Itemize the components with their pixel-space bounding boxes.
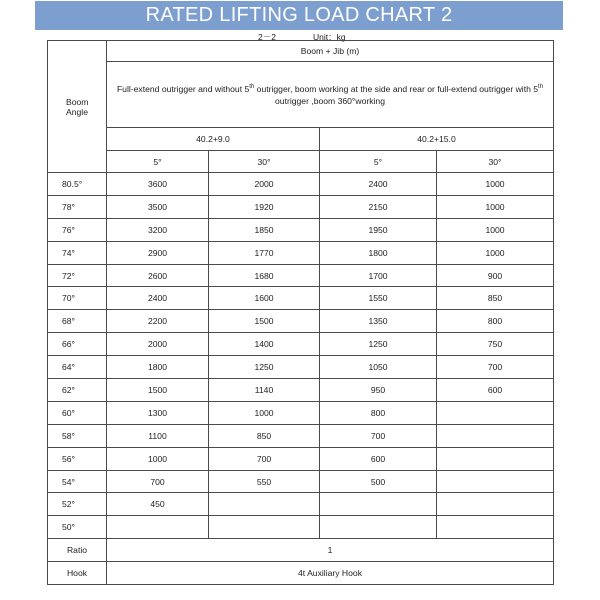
load-value-cell: 700 xyxy=(320,424,437,447)
boom-angle-cell: 74° xyxy=(48,241,107,264)
table-row xyxy=(48,516,554,539)
boom-angle-label-line2: Angle xyxy=(66,106,88,117)
hook-value: 4t Auxiliary Hook xyxy=(107,562,554,585)
boom-angle-label-line1: Boom xyxy=(66,96,89,107)
load-value-cell: 1140 xyxy=(209,379,320,402)
table-row xyxy=(48,401,554,424)
load-value-cell: 2200 xyxy=(107,310,209,333)
boom-jib-header: Boom + Jib (m) xyxy=(107,41,554,62)
load-value-cell: 450 xyxy=(107,493,209,516)
table-row xyxy=(48,470,554,493)
table-row xyxy=(48,310,554,333)
load-value-cell: 1680 xyxy=(209,264,320,287)
load-value-cell xyxy=(437,424,554,447)
boom-angle-cell: 52° xyxy=(48,493,107,516)
boom-angle-cell: 56° xyxy=(48,447,107,470)
table-row xyxy=(48,493,554,516)
load-value-cell xyxy=(107,516,209,539)
load-value-cell: 850 xyxy=(209,424,320,447)
boom-angle-cell: 64° xyxy=(48,356,107,379)
load-value-cell: 1700 xyxy=(320,264,437,287)
load-value-cell xyxy=(437,493,554,516)
load-value-cell: 1800 xyxy=(320,241,437,264)
load-value-cell: 950 xyxy=(320,379,437,402)
load-value-cell: 1950 xyxy=(320,218,437,241)
load-value-cell xyxy=(209,493,320,516)
load-value-cell xyxy=(209,516,320,539)
table-row xyxy=(48,333,554,356)
load-value-cell xyxy=(320,493,437,516)
ratio-value: 1 xyxy=(107,539,554,562)
description-part2: outrigger, boom working at the side and rear or full-extend outrigger with 5 xyxy=(254,83,539,94)
load-value-cell xyxy=(437,470,554,493)
config-header-2: 40.2+15.0 xyxy=(320,128,554,151)
chart-title-banner xyxy=(35,1,563,30)
load-value-cell: 2000 xyxy=(107,333,209,356)
table-row xyxy=(48,287,554,310)
load-value-cell: 2900 xyxy=(107,241,209,264)
table-row xyxy=(48,356,554,379)
load-value-cell: 1250 xyxy=(320,333,437,356)
load-value-cell: 3600 xyxy=(107,173,209,196)
load-value-cell: 600 xyxy=(320,447,437,470)
load-value-cell: 500 xyxy=(320,470,437,493)
load-value-cell: 2400 xyxy=(107,287,209,310)
load-value-cell: 1400 xyxy=(209,333,320,356)
jib-angle-header: 5° xyxy=(320,151,437,173)
boom-angle-cell: 78° xyxy=(48,195,107,218)
table-row xyxy=(48,195,554,218)
ratio-label: Ratio xyxy=(48,539,107,562)
load-value-cell: 1800 xyxy=(107,356,209,379)
boom-angle-cell: 50° xyxy=(48,516,107,539)
boom-angle-cell: 72° xyxy=(48,264,107,287)
table-row xyxy=(48,218,554,241)
hook-label: Hook xyxy=(48,562,107,585)
load-value-cell: 1770 xyxy=(209,241,320,264)
load-value-cell: 1550 xyxy=(320,287,437,310)
load-value-cell: 1600 xyxy=(209,287,320,310)
load-value-cell: 700 xyxy=(437,356,554,379)
load-value-cell: 1250 xyxy=(209,356,320,379)
load-value-cell: 1000 xyxy=(437,173,554,196)
boom-angle-cell: 58° xyxy=(48,424,107,447)
load-value-cell: 700 xyxy=(107,470,209,493)
load-value-cell: 1000 xyxy=(437,218,554,241)
boom-angle-cell: 68° xyxy=(48,310,107,333)
load-value-cell: 800 xyxy=(437,310,554,333)
load-chart-table xyxy=(47,40,554,585)
load-value-cell xyxy=(437,447,554,470)
jib-angle-header: 30° xyxy=(209,151,320,173)
config-header-1: 40.2+9.0 xyxy=(107,128,320,151)
load-value-cell: 1500 xyxy=(107,379,209,402)
load-value-cell: 600 xyxy=(437,379,554,402)
load-value-cell: 1000 xyxy=(437,195,554,218)
load-value-cell: 900 xyxy=(437,264,554,287)
load-value-cell: 2000 xyxy=(209,173,320,196)
load-value-cell: 1100 xyxy=(107,424,209,447)
description-sup2: th xyxy=(538,83,544,90)
load-value-cell: 1350 xyxy=(320,310,437,333)
boom-angle-cell: 54° xyxy=(48,470,107,493)
description-part3: outrigger ,boom 360°working xyxy=(275,96,385,107)
boom-angle-cell: 70° xyxy=(48,287,107,310)
load-value-cell: 3200 xyxy=(107,218,209,241)
table-row xyxy=(48,264,554,287)
ratio-row xyxy=(48,539,554,562)
load-value-cell xyxy=(437,401,554,424)
load-value-cell: 3500 xyxy=(107,195,209,218)
chart-title: RATED LIFTING LOAD CHART 2 xyxy=(145,4,453,26)
load-value-cell: 1300 xyxy=(107,401,209,424)
load-value-cell xyxy=(437,516,554,539)
boom-angle-cell: 62° xyxy=(48,379,107,402)
boom-angle-cell: 80.5° xyxy=(48,173,107,196)
boom-angle-cell: 60° xyxy=(48,401,107,424)
load-value-cell: 700 xyxy=(209,447,320,470)
load-value-cell: 1500 xyxy=(209,310,320,333)
unit-label: Unit：kg xyxy=(313,32,346,42)
table-row xyxy=(48,241,554,264)
jib-angle-header: 5° xyxy=(107,151,209,173)
description-part1: Full-extend outrigger and without 5 xyxy=(116,83,250,94)
load-value-cell: 2150 xyxy=(320,195,437,218)
hook-row xyxy=(48,562,554,585)
load-value-cell: 1000 xyxy=(437,241,554,264)
load-value-cell: 1000 xyxy=(107,447,209,470)
load-value-cell: 2600 xyxy=(107,264,209,287)
table-row xyxy=(48,173,554,196)
working-condition-description xyxy=(107,62,554,128)
boom-angle-header xyxy=(48,41,107,173)
table-row xyxy=(48,424,554,447)
load-value-cell: 550 xyxy=(209,470,320,493)
load-value-cell: 2400 xyxy=(320,173,437,196)
table-row xyxy=(48,379,554,402)
boom-angle-cell: 66° xyxy=(48,333,107,356)
load-value-cell: 800 xyxy=(320,401,437,424)
load-value-cell: 1920 xyxy=(209,195,320,218)
load-value-cell: 1850 xyxy=(209,218,320,241)
description-sup1: th xyxy=(249,83,255,90)
chart-number: 2－2 xyxy=(258,32,276,42)
load-value-cell: 1000 xyxy=(209,401,320,424)
load-value-cell: 750 xyxy=(437,333,554,356)
load-value-cell: 850 xyxy=(437,287,554,310)
table-row xyxy=(48,447,554,470)
load-value-cell: 1050 xyxy=(320,356,437,379)
jib-angle-header: 30° xyxy=(437,151,554,173)
boom-angle-cell: 76° xyxy=(48,218,107,241)
load-value-cell xyxy=(320,516,437,539)
